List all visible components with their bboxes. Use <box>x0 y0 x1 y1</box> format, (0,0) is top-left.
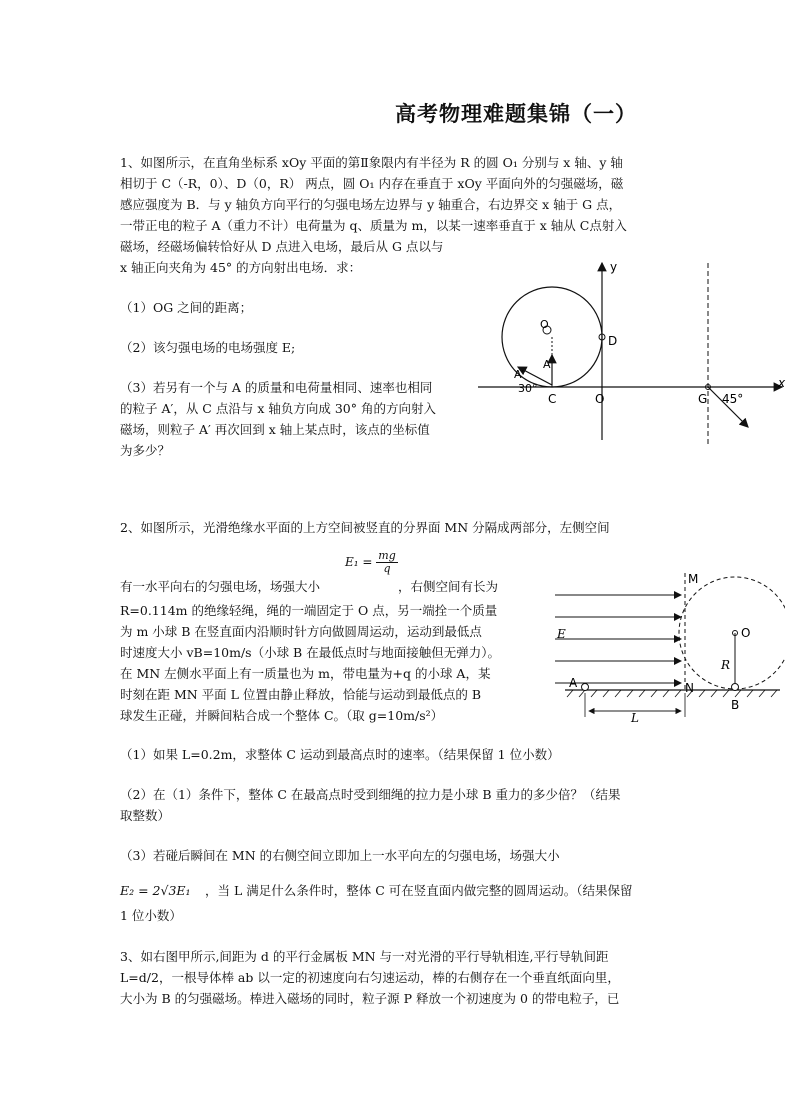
q2-sub-2a: （2）在（1）条件下，整体 C 在最高点时受到细绳的拉力是小球 B 重力的多少倍？（结果 <box>120 787 621 802</box>
n-label: N <box>685 681 694 695</box>
ball-b <box>732 684 739 691</box>
q2-formula-e2: E₂ = 2√3E₁ <box>120 883 191 898</box>
q1-figure <box>470 255 790 450</box>
origin-label: O <box>595 392 605 406</box>
a-label: A <box>543 358 551 371</box>
q2-line-8: 球发生正碰，并瞬间粘合成一个整体 C。（取 g=10m/s²） <box>120 708 444 723</box>
o-label: O <box>741 626 751 640</box>
q1-line-4: 一带正电的粒子 A（重力不计）电荷量为 q、质量为 m，以某一速率垂直于 x 轴从 C点射入 <box>120 218 627 233</box>
formula-e1-fraction <box>376 550 397 575</box>
q1-sub-2: （2）该匀强电场的电场强度 E; <box>120 340 296 355</box>
q2-line-3: R=0.114m 的绝缘轻绳，绳的一端固定于 O 点，另一端拴一个质量 <box>120 603 498 618</box>
q1-sub-3-line-2: 的粒子 A′，从 C 点沿与 x 轴负方向成 30° 角的方向射入 <box>120 401 436 416</box>
q2-sub-3c: 1 位小数） <box>120 908 182 923</box>
a-label: A <box>569 676 578 690</box>
d-label: D <box>608 334 618 348</box>
q2-line-4: 为 m 小球 B 在竖直面内沿顺时针方向做圆周运动，运动到最低点 <box>120 624 482 639</box>
q1-sub-3-line-1: （3）若另有一个与 A 的质量和电荷量相同、速率也相同 <box>120 380 433 395</box>
q2-line-6: 在 MN 左侧水平面上有一质量也为 m，带电量为+q 的小球 A，某 <box>120 666 491 681</box>
q2-sub-3a: （3）若碰后瞬间在 MN 的右侧空间立即加上一水平向左的匀强电场，场强大小 <box>120 848 560 863</box>
ground-hatching <box>567 690 777 697</box>
q2-formula-e1 <box>345 550 398 575</box>
q2-sub-2b: 取整数） <box>120 808 171 823</box>
q3-line-2: L=d/2，一根导体棒 ab 以一定的初速度向右匀速运动，棒的右侧存在一个垂直纸面向里， <box>120 970 620 985</box>
a-prime-label: A′ <box>514 368 525 381</box>
c-label: C <box>548 392 557 406</box>
q2-line-2a: 有一水平向右的匀强电场，场强大小 <box>120 579 321 594</box>
q1-line-3: 感应强度为 B．与 y 轴负方向平行的匀强电场左边界与 y 轴重合，右边界交 x 轴于 G 点， <box>120 197 622 212</box>
q3-line-1: 3、如右图甲所示,间距为 d 的平行金属板 MN 与一对光滑的平行导轨相连,平行导轨间距 <box>120 949 609 964</box>
q1-line-2: 相切于 C（-R，0）、D（0，R） 两点，圆 O₁ 内存在垂直于 xOy 平面向外的匀强磁场，磁 <box>120 176 624 191</box>
page-title: 高考物理难题集锦（一） <box>395 101 637 126</box>
x-axis-label: x <box>778 376 786 390</box>
formula-numerator: mg <box>378 549 396 562</box>
q2-figure <box>545 565 785 725</box>
o1-label: O <box>540 318 549 331</box>
m-label: M <box>688 572 699 586</box>
q1-line-6: x 轴正向夹角为 45° 的方向射出电场．求： <box>120 260 362 275</box>
formula-denominator: q <box>383 562 391 575</box>
r-label: R <box>721 658 731 672</box>
q2-sub-1: （1）如果 L=0.2m，求整体 C 运动到最高点时的速率。（结果保留 1 位小数） <box>120 747 560 762</box>
q2-sub-3b: ，当 L 满足什么条件时，整体 C 可在竖直面内做完整的圆周运动。（结果保留 <box>205 883 633 898</box>
q1-line-1: 1、如图所示，在直角坐标系 xOy 平面的第Ⅱ象限内有半径为 R 的圆 O₁ 分别与 x 轴、y 轴 <box>120 155 623 170</box>
q1-line-5: 磁场，经磁场偏转恰好从 D 点进入电场，最后从 G 点以与 <box>120 239 444 254</box>
q1-sub-1: （1）OG 之间的距离； <box>120 300 253 315</box>
l-label: L <box>631 711 639 725</box>
formula-e1-lhs: E₁ = <box>345 555 373 569</box>
q1-sub-3-line-4: 为多少？ <box>120 443 171 458</box>
y-axis-label: y <box>610 260 618 274</box>
q2-line-5: 时速度大小 vB=10m/s（小球 B 在最低点时与地面接触但无弹力）。 <box>120 645 500 660</box>
q2-line-7: 时刻在距 MN 平面 L 位置由静止释放，恰能与运动到最低点的 B <box>120 687 482 702</box>
q1-sub-3-line-3: 磁场，则粒子 A′ 再次回到 x 轴上某点时，该点的坐标值 <box>120 422 430 437</box>
angle-45-label: 45° <box>722 392 744 406</box>
ball-a <box>582 684 589 691</box>
q2-line-1: 2、如图所示，光滑绝缘水平面的上方空间被竖直的分界面 MN 分隔成两部分，左侧空间 <box>120 520 610 535</box>
e-label: E <box>557 627 566 641</box>
q3-line-3: 大小为 B 的匀强磁场。棒进入磁场的同时，粒子源 P 释放一个初速度为 0 的带电粒子，已 <box>120 991 620 1006</box>
g-label: G <box>698 392 708 406</box>
angle-30-label: 30° <box>518 382 538 395</box>
q2-line-2b: ，右侧空间有长为 <box>398 579 499 594</box>
b-label: B <box>731 698 740 712</box>
